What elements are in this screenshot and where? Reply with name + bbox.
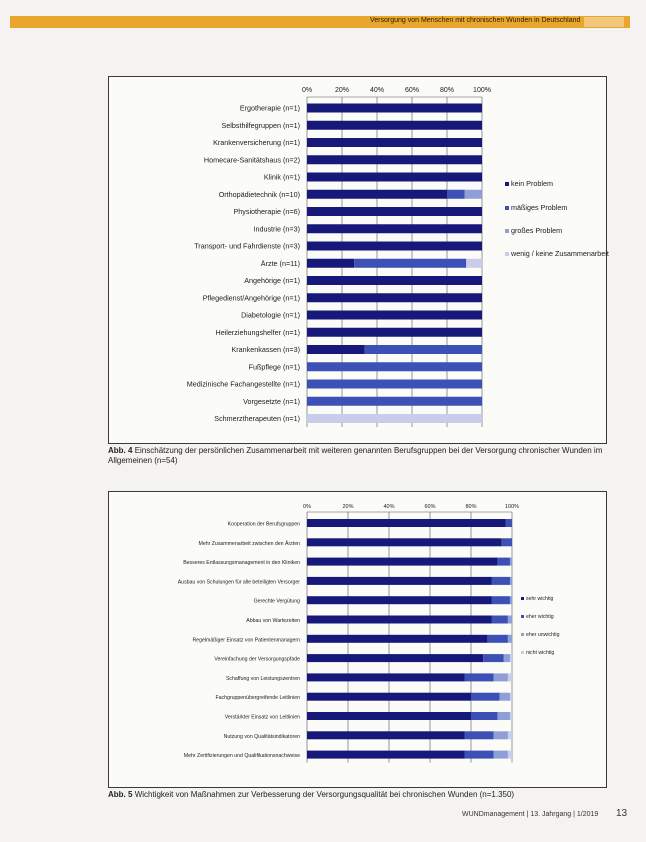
bar-segment — [510, 693, 512, 701]
tick-label: 60% — [424, 504, 436, 510]
legend-swatch — [505, 206, 509, 210]
figure-4-caption-text: Einschätzung der persönlichen Zusammenarbeit mit weiteren genannten Berufsgruppen bei der Versorgung chronischer Wunden im Allgemeinen (n=54) — [108, 446, 603, 465]
bar-segment — [307, 138, 482, 147]
bar-segment — [504, 654, 510, 662]
bar-segment — [510, 558, 512, 566]
category-label: Selbsthilfegruppen (n=1) — [221, 120, 300, 130]
category-label: Ausbau von Schulungen für alle beteiligten Versorger — [177, 579, 300, 586]
bar-segment — [506, 519, 512, 527]
bar-segment — [500, 693, 510, 701]
category-label: Regelmäßiger Einsatz von Patientenmanagern — [192, 637, 300, 644]
bar-segment — [465, 751, 494, 759]
bar-segment — [307, 616, 492, 624]
category-label: Krankenkassen (n=3) — [231, 345, 300, 354]
category-label: Nutzung von Qualitätsindikatoren — [223, 733, 300, 740]
legend-label: eher unwichtig — [526, 632, 560, 638]
legend-label: mäßiges Problem — [511, 203, 568, 212]
bar-segment — [307, 693, 471, 701]
bar-segment — [483, 654, 504, 662]
bar-segment — [508, 731, 512, 739]
category-label: Verstärkter Einsatz von Leitlinien — [224, 714, 300, 721]
legend-swatch — [521, 597, 524, 600]
bar-segment — [354, 259, 466, 268]
legend-label: wenig / keine Zusammenarbeit — [511, 249, 609, 258]
tick-label: 40% — [383, 504, 395, 510]
bar-segment — [307, 635, 487, 643]
category-label: Fachgruppenübergreifende Leitlinien — [215, 695, 300, 702]
tick-label: 60% — [404, 87, 420, 94]
category-label: Mehr Zertifizierungen und Qualifikationsnachweise — [183, 753, 300, 760]
bar-segment — [307, 104, 482, 113]
category-label: Heilerziehungshelfer (n=1) — [215, 327, 300, 337]
figure-5-caption-text: Wichtigkeit von Maßnahmen zur Verbesserung der Versorgungsqualität bei chronischen Wunden (n=1.350) — [134, 790, 515, 799]
bar-segment — [510, 654, 512, 662]
bar-segment — [508, 616, 512, 624]
legend-swatch — [505, 182, 509, 186]
page-number: 13 — [616, 808, 628, 819]
legend-swatch — [521, 615, 524, 618]
bar-segment — [307, 414, 482, 423]
category-label: Angehörige (n=1) — [244, 276, 300, 285]
bar-segment — [494, 751, 508, 759]
legend-swatch — [521, 651, 524, 654]
category-label: Industrie (n=3) — [253, 224, 300, 234]
bar-segment — [307, 259, 354, 268]
tick-label: 20% — [342, 504, 354, 510]
tick-label: 20% — [334, 87, 350, 94]
bar-segment — [307, 558, 498, 566]
running-header-title: Versorgung von Menschen mit chronischen Wunden in Deutschland — [370, 17, 581, 24]
bar-segment — [494, 731, 508, 739]
bar-segment — [465, 190, 483, 199]
bar-segment — [508, 635, 512, 643]
category-label: Abbau von Wartezeiten — [246, 618, 300, 624]
tick-label: 100% — [473, 87, 491, 94]
category-label: Vereinfachung der Versorgungspfade — [214, 656, 300, 663]
legend-swatch — [505, 229, 509, 233]
legend-label: kein Problem — [511, 179, 553, 188]
bar-segment — [365, 345, 482, 354]
bar-segment — [307, 577, 492, 585]
legend-label: großes Problem — [511, 226, 563, 235]
category-label: Mehr Zusammenarbeit zwischen den Ärzten — [198, 540, 300, 547]
bar-segment — [307, 712, 471, 720]
bar-segment — [307, 731, 465, 739]
category-label: Schaffung von Leistungszentren — [225, 675, 300, 682]
category-label: Vorgesetzte (n=1) — [243, 396, 300, 406]
bar-segment — [465, 731, 494, 739]
tick-label: 0% — [303, 504, 311, 510]
bar-segment — [502, 538, 512, 546]
figure-4-caption — [108, 446, 608, 466]
bar-segment — [510, 577, 512, 585]
bar-segment — [307, 328, 482, 337]
figure-5-caption-label: Abb. 5 — [108, 790, 133, 799]
bar-segment — [307, 751, 465, 759]
category-label: Diabetologie (n=1) — [241, 310, 300, 320]
bar-segment — [494, 673, 508, 681]
bar-segment — [487, 635, 508, 643]
bar-segment — [510, 596, 512, 604]
category-label: Homecare-Sanitätshaus (n=2) — [203, 155, 300, 165]
bar-segment — [492, 577, 510, 585]
legend-label: nicht wichtig — [526, 650, 555, 656]
bar-segment — [498, 712, 510, 720]
bar-segment — [307, 654, 483, 662]
figure-5-caption — [108, 790, 608, 800]
category-label: Kooperation der Berufsgruppen — [227, 521, 300, 528]
tick-label: 40% — [369, 87, 385, 94]
legend-label: sehr wichtig — [526, 596, 554, 602]
bar-segment — [307, 293, 482, 302]
tick-label: 80% — [439, 87, 455, 94]
tick-label: 0% — [301, 87, 313, 94]
category-label: Physiotherapie (n=6) — [233, 207, 300, 216]
legend-label: eher wichtig — [526, 614, 554, 620]
bar-segment — [307, 190, 447, 199]
category-label: Klinik (n=1) — [263, 172, 300, 182]
bar-segment — [307, 276, 482, 285]
bar-segment — [307, 155, 482, 164]
bar-segment — [307, 311, 482, 320]
category-label: Medizinische Fachangestellte (n=1) — [186, 379, 300, 389]
bar-segment — [307, 173, 482, 182]
tick-label: 100% — [504, 504, 520, 510]
bar-segment — [307, 673, 465, 681]
bar-segment — [510, 712, 512, 720]
category-label: Schmerztherapeuten (n=1) — [214, 414, 300, 423]
bar-segment — [307, 345, 365, 354]
bar-segment — [466, 259, 482, 268]
category-label: Gerechte Vergütung — [253, 598, 300, 605]
bar-segment — [307, 242, 482, 251]
bar-segment — [307, 224, 482, 233]
tick-label: 80% — [465, 504, 477, 510]
category-label: Ergotherapie (n=1) — [239, 103, 300, 113]
category-label: Fußpflege (n=1) — [248, 362, 300, 372]
bar-segment — [471, 712, 498, 720]
bar-segment — [465, 673, 494, 681]
category-label: Krankenversicherung (n=1) — [213, 138, 300, 147]
bar-segment — [307, 121, 482, 130]
legend-swatch — [521, 633, 524, 636]
bar-segment — [307, 362, 482, 371]
category-label: Ärzte (n=11) — [260, 258, 300, 268]
chart-4 — [187, 87, 609, 427]
category-label: Transport- und Fahrdienste (n=3) — [194, 241, 300, 251]
footer-journal: WUNDmanagement | 13. Jahrgang | 1/2019 — [462, 811, 599, 818]
bar-segment — [492, 596, 510, 604]
bar-segment — [307, 596, 492, 604]
bar-segment — [508, 673, 512, 681]
bar-segment — [492, 616, 508, 624]
bar-segment — [471, 693, 500, 701]
bar-segment — [307, 380, 482, 389]
category-label: Pflegedienst/Angehörige (n=1) — [202, 293, 300, 303]
bar-segment — [498, 558, 510, 566]
bar-segment — [307, 519, 506, 527]
category-label: Orthopädietechnik (n=10) — [218, 189, 300, 199]
category-label: Besseres Entlassungsmanagement in den Kliniken — [183, 560, 300, 567]
chart-5 — [178, 504, 560, 763]
bar-segment — [508, 751, 512, 759]
figure-4-caption-label: Abb. 4 — [108, 446, 133, 455]
bar-segment — [307, 538, 502, 546]
bar-segment — [307, 207, 482, 216]
bar-segment — [447, 190, 465, 199]
legend-swatch — [505, 252, 509, 256]
bar-segment — [307, 397, 482, 406]
